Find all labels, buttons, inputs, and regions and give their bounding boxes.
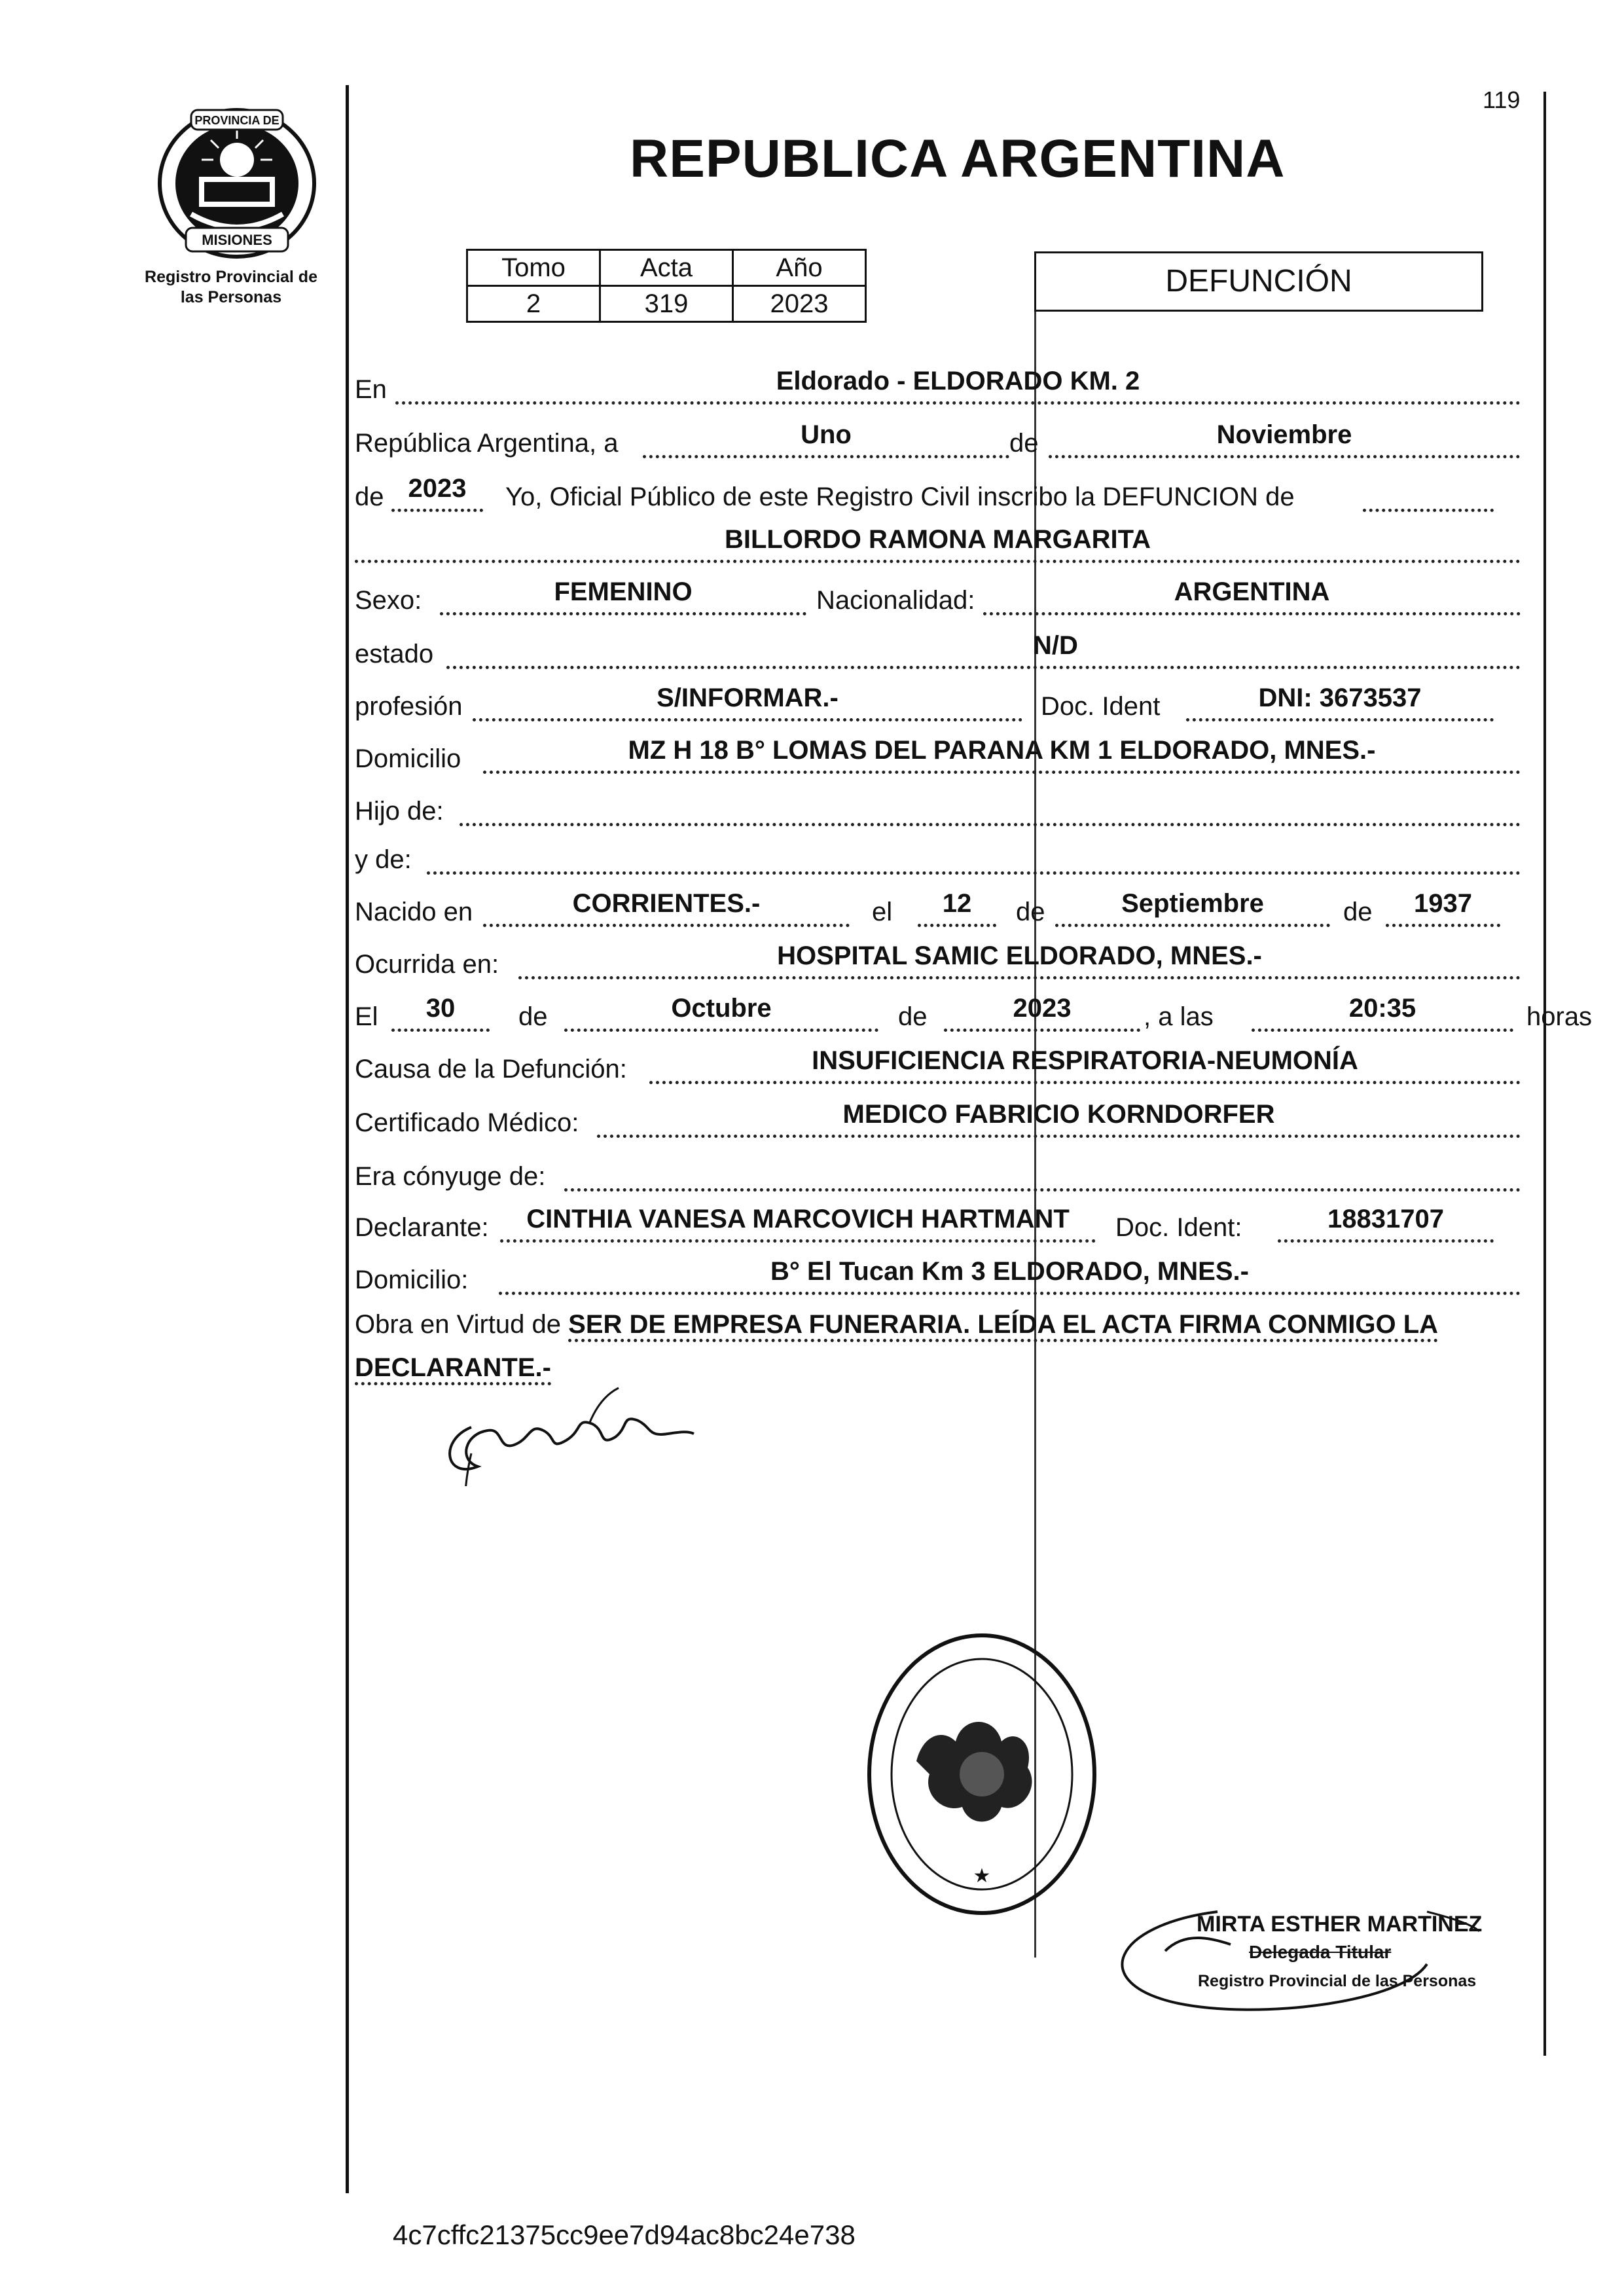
- year-field: 2023: [391, 475, 483, 512]
- declarante-field: CINTHIA VANESA MARCOVICH HARTMANT: [500, 1205, 1096, 1243]
- decl-domicilio-label: Domicilio:: [355, 1266, 469, 1294]
- decl-doc-field: 18831707: [1278, 1205, 1494, 1243]
- row-deceased-name: [355, 526, 1521, 567]
- sexo-field: FEMENINO: [440, 578, 806, 615]
- svg-text:★: ★: [973, 1865, 991, 1887]
- el-death-label: El: [355, 1002, 378, 1031]
- birth-year-field: 1937: [1386, 890, 1500, 927]
- decl-doc-label: Doc. Ident:: [1115, 1213, 1242, 1242]
- nacido-field: CORRIENTES.-: [483, 890, 850, 927]
- obra-value: SER DE EMPRESA FUNERARIA. LEÍDA EL ACTA FIRMA CONMIGO LA DECLARANTE.-: [355, 1310, 1438, 1385]
- birth-day-field: 12: [918, 890, 996, 927]
- row-yde: [355, 838, 1521, 879]
- anio-label: Año: [733, 250, 866, 286]
- domicilio-field: MZ H 18 B° LOMAS DEL PARANA KM 1 ELDORADO, MNES.-: [483, 737, 1521, 774]
- right-margin-line: [1543, 92, 1546, 2056]
- row-en: [355, 368, 1521, 409]
- yo-text: Yo, Oficial Público de este Registro Civil inscribo la DEFUNCION de: [505, 483, 1295, 511]
- conyuge-field: [564, 1154, 1521, 1192]
- yde-label: y de:: [355, 845, 412, 874]
- domicilio-label: Domicilio: [355, 744, 461, 773]
- de-death-year-label: de: [898, 1002, 928, 1031]
- death-day-field: 30: [391, 994, 490, 1032]
- tomo-value: 2: [467, 286, 600, 322]
- de-birth-month-label: de: [1016, 898, 1045, 926]
- alas-label: , a las: [1144, 1002, 1214, 1031]
- row-profesion: [355, 685, 1521, 725]
- ocurrida-field: HOSPITAL SAMIC ELDORADO, MNES.-: [518, 942, 1521, 979]
- month-field: Noviembre: [1049, 421, 1520, 458]
- obra-label: Obra en Virtud de: [355, 1310, 562, 1339]
- row-declarante: [355, 1206, 1521, 1247]
- estado-label: estado: [355, 640, 434, 668]
- seal-bottom-text: MISIONES: [202, 232, 272, 248]
- official-office: Registro Provincial de las Personas: [1198, 1972, 1477, 1990]
- decl-domicilio-field: B° El Tucan Km 3 ELDORADO, MNES.-: [499, 1258, 1521, 1295]
- birth-month-field: Septiembre: [1055, 890, 1330, 927]
- death-time-field: 20:35: [1252, 994, 1513, 1032]
- ocurrida-label: Ocurrida en:: [355, 950, 499, 979]
- de-birth-year-label: de: [1343, 898, 1373, 926]
- document-hash: 4c7cffc21375cc9ee7d94ac8bc24e738: [393, 2219, 856, 2250]
- row-domicilio: [355, 737, 1521, 778]
- republica-label: República Argentina, a: [355, 429, 619, 458]
- profesion-label: profesión: [355, 692, 463, 721]
- conyuge-label: Era cónyuge de:: [355, 1162, 546, 1191]
- page-number: 119: [1483, 86, 1521, 113]
- en-field: Eldorado - ELDORADO KM. 2: [395, 367, 1521, 405]
- hijo-label: Hijo de:: [355, 797, 444, 826]
- acta-value: 319: [600, 286, 733, 322]
- profesion-field: S/INFORMAR.-: [473, 684, 1022, 721]
- nacionalidad-field: ARGENTINA: [983, 578, 1521, 615]
- document-type-box: DEFUNCIÓN: [1034, 251, 1483, 312]
- declarante-label: Declarante:: [355, 1213, 489, 1242]
- row-decl-domicilio: [355, 1258, 1521, 1299]
- row-year: [355, 475, 1521, 516]
- acta-label: Acta: [600, 250, 733, 286]
- official-role: Delegada Titular: [1249, 1942, 1392, 1962]
- de-death-month-label: de: [518, 1002, 548, 1031]
- row-sexo: [355, 579, 1521, 619]
- page-title: REPUBLICA ARGENTINA: [630, 129, 1286, 189]
- day-field: Uno: [643, 421, 1009, 458]
- tomo-label: Tomo: [467, 250, 600, 286]
- margin-line: [346, 85, 349, 2193]
- tomo-acta-anio-table: [466, 249, 867, 323]
- doc-ident-label: Doc. Ident: [1041, 692, 1161, 721]
- death-month-field: Octubre: [564, 994, 878, 1032]
- row-death-date: [355, 994, 1593, 1036]
- row-certificado: [355, 1101, 1521, 1142]
- yde-field: [427, 837, 1521, 875]
- row-conyuge: [355, 1155, 1521, 1195]
- row-hijo: [355, 790, 1521, 830]
- doc-ident-field: DNI: 3673537: [1186, 684, 1494, 721]
- row-causa: [355, 1048, 1521, 1088]
- nacionalidad-label: Nacionalidad:: [816, 586, 975, 615]
- causa-label: Causa de la Defunción:: [355, 1055, 627, 1084]
- certificado-field: MEDICO FABRICIO KORNDORFER: [597, 1101, 1521, 1138]
- official-name: MIRTA ESTHER MARTINEZ: [1197, 1912, 1483, 1937]
- nacido-label: Nacido en: [355, 898, 473, 926]
- row-republica: [355, 422, 1521, 462]
- row-nacido: [355, 890, 1521, 931]
- row-ocurrida: [355, 943, 1521, 983]
- sexo-label: Sexo:: [355, 586, 422, 615]
- declarant-signature: [425, 1368, 700, 1486]
- yo-trailing-field: [1363, 475, 1494, 512]
- province-seal: [152, 100, 322, 263]
- death-year-field: 2023: [944, 994, 1140, 1032]
- causa-field: INSUFICIENCIA RESPIRATORIA-NEUMONÍA: [649, 1047, 1521, 1084]
- row-estado: [355, 632, 1521, 673]
- anio-value: 2023: [733, 286, 866, 322]
- registry-label: Registro Provincial de las Personas: [145, 268, 317, 306]
- el-label: el: [872, 898, 893, 926]
- de-label: de: [1009, 429, 1039, 458]
- certificado-label: Certificado Médico:: [355, 1108, 579, 1137]
- estado-field: N/D: [446, 632, 1521, 669]
- deceased-name-field: BILLORDO RAMONA MARGARITA: [355, 526, 1521, 563]
- de-year-label: de: [355, 483, 384, 511]
- horas-label: horas: [1526, 1002, 1593, 1031]
- en-label: En: [355, 375, 387, 404]
- hijo-field: [460, 789, 1521, 826]
- seal-top-text: PROVINCIA DE: [194, 114, 280, 127]
